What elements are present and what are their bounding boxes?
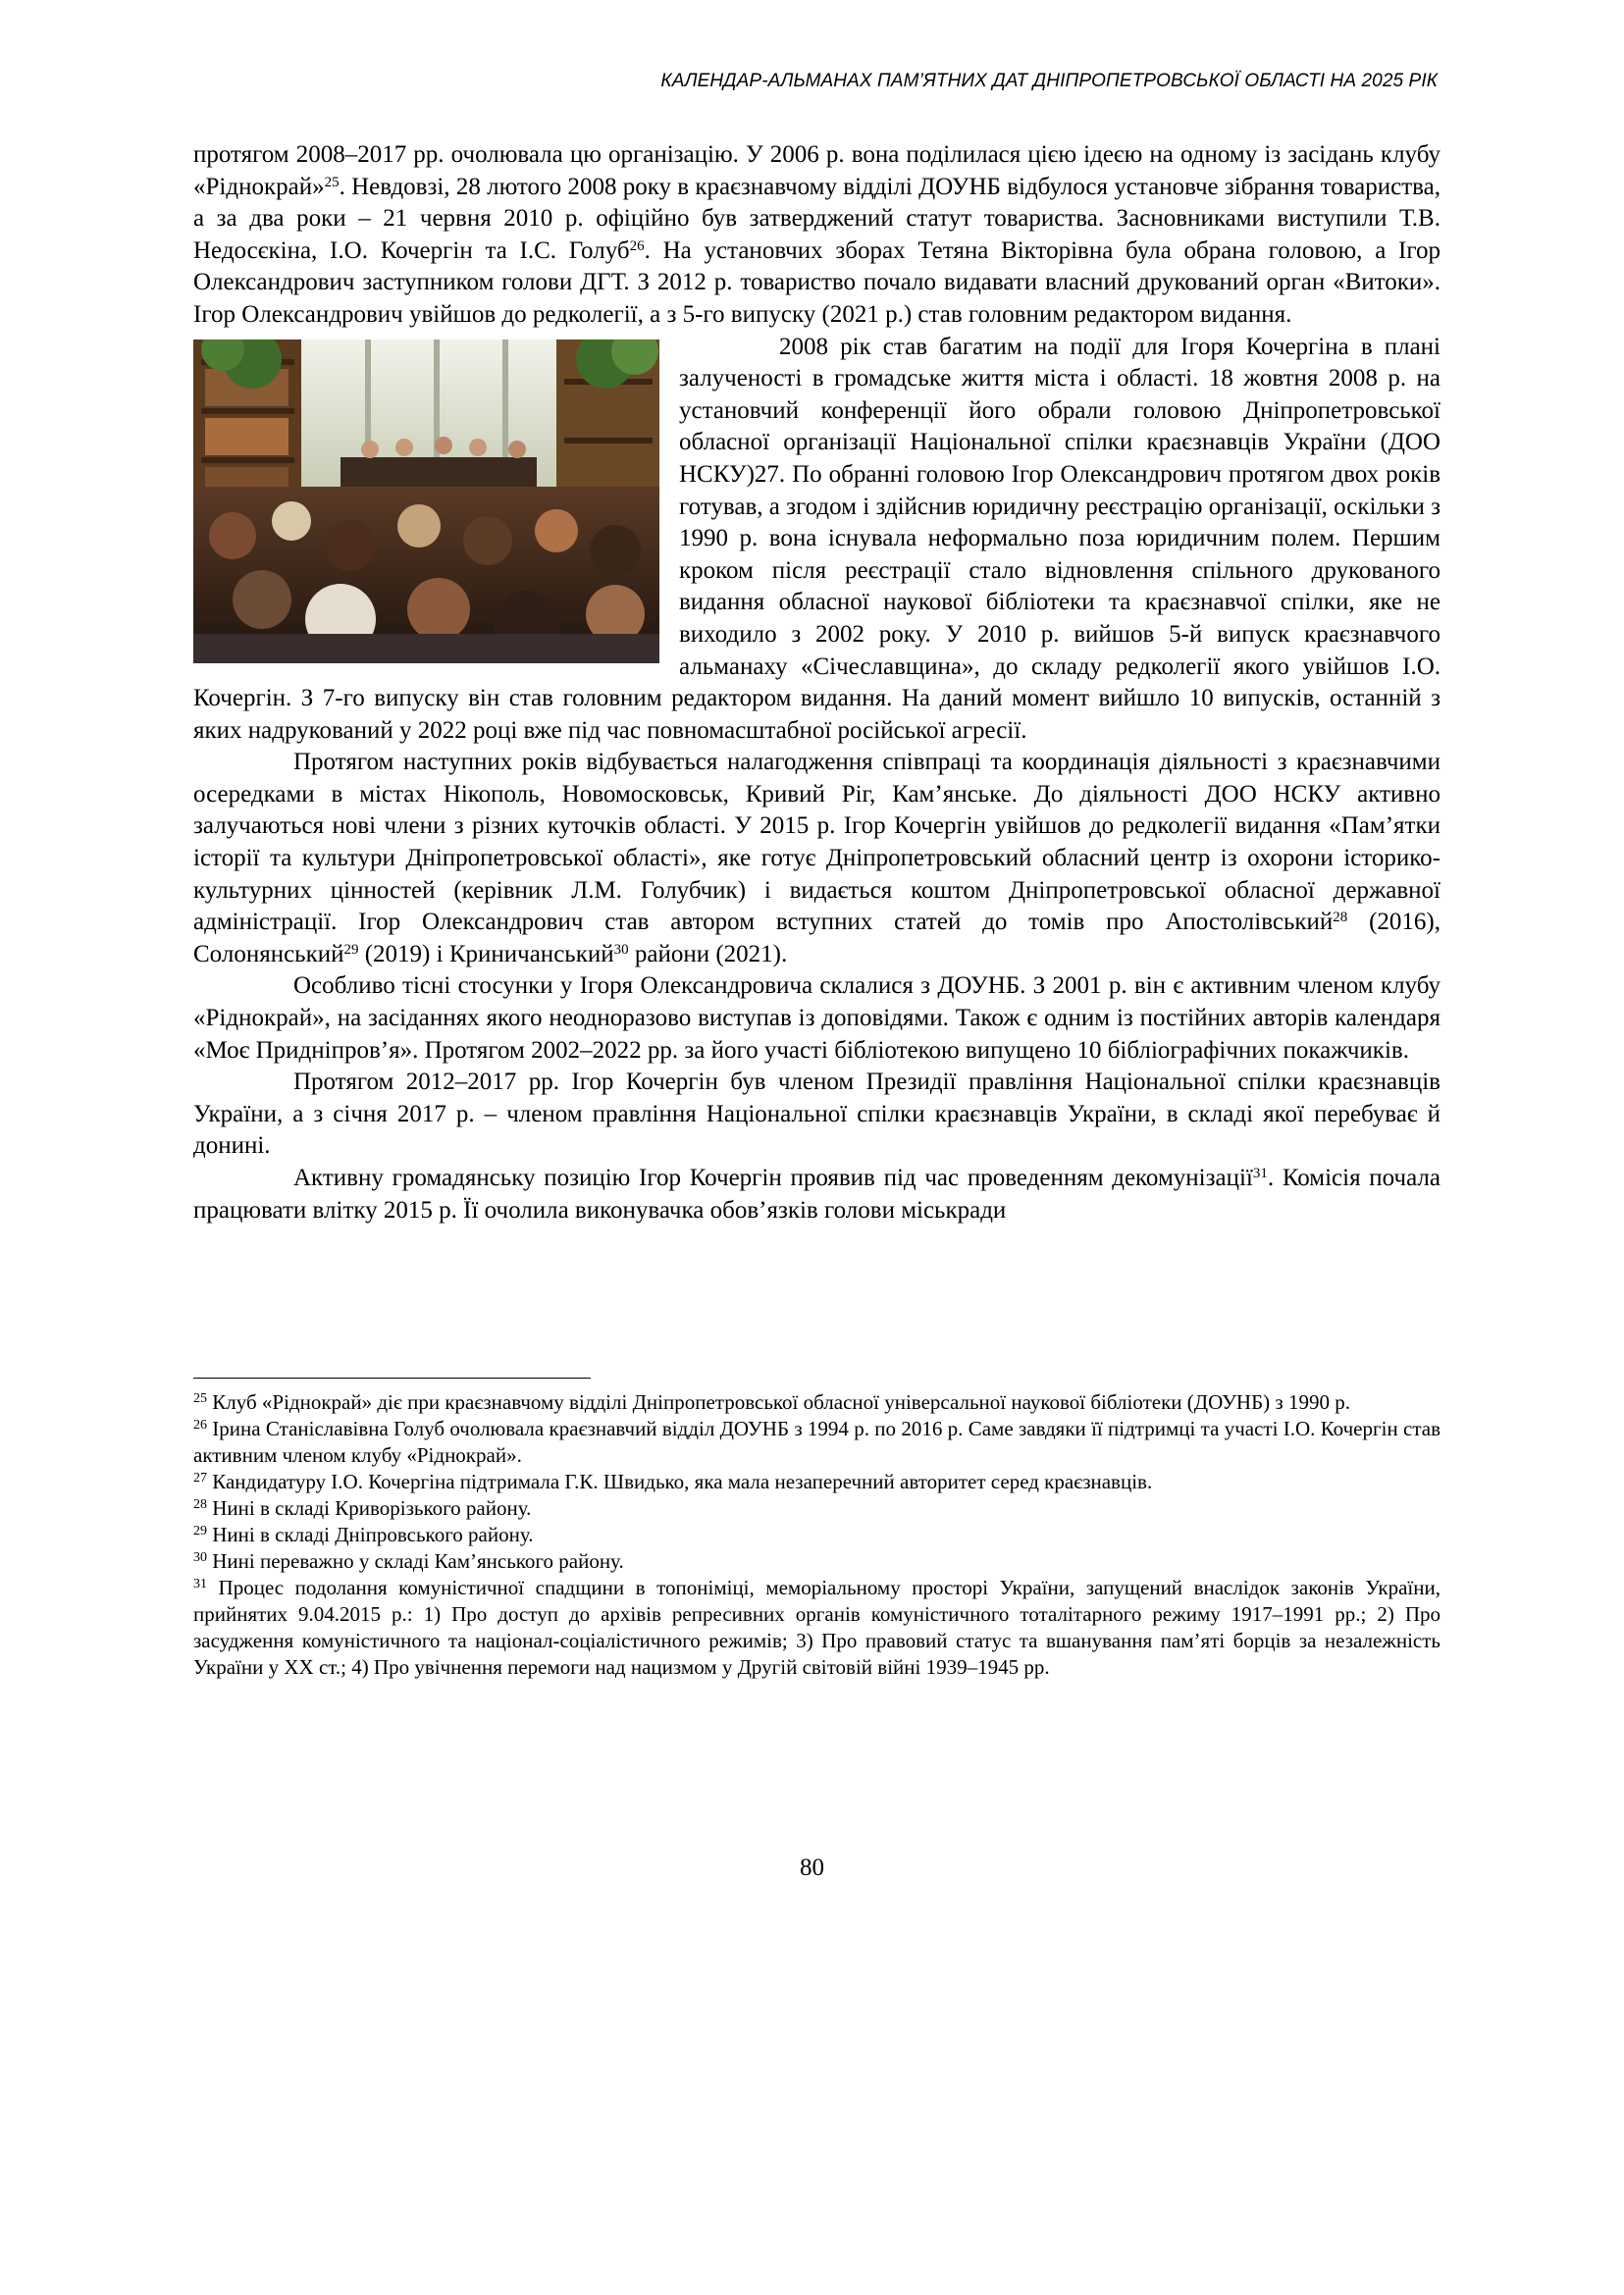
paragraph-2: 2008 рік став багатим на події для Ігоря Кочергіна в плані залученості в громадське життя міста і області. 18 жовтня 2008 р. на установчий конференції його обрали головою Дніпропетровської обласної організації Національної спілки краєзнавців України (ДОО НСКУ)27. По обранні головою Ігор Олександрович протягом двох років готував, а згодом і здійснив юридичну реєстрацію організації, оскільки з 1990 р. вона існувала неформально поза юридичним полем. Першим кроком після реєстрації стало відновлення спільного друкованого видання обласної наукової бібліотеки та краєзнавчої спілки, яке не виходило з 2002 року. У 2010 р. вийшов 5-й випуск краєзнавчого альманаху «Січеславщина», до складу редколегії якого увійшов І.О. Кочергін. З 7-го випуску він став головним редактором видання. На даний момент вийшло 10 випусків, останній з яких надрукований у 2022 році вже під час повномасштабної російської агресії. bbox=[193, 333, 1441, 744]
paragraph-1-part-b: . Невдовзі, 28 лютого 2008 року в краєзнавчому відділі ДОУНБ відбулося установче зібрання товариства, а за два роки – 21 червня 2010 р. офіційно був затверджений статут товариства. Засновниками виступили Т.В. Недосєкіна, І.О. Кочергін та І.С. Голуб bbox=[193, 173, 1441, 264]
footnote-text: Клуб «Ріднокрай» діє при краєзнавчому відділі Дніпропетровської обласної універсальної наукової бібліотеки (ДОУНБ) з 1990 р. bbox=[207, 1390, 1350, 1414]
conference-photo bbox=[193, 339, 659, 663]
paragraph-1-part-a: протягом 2008–2017 рр. очолювала цю організацію. У 2006 р. вона поділилася цією ідеєю на одному із засідань клубу «Ріднокрай» bbox=[193, 141, 1441, 200]
footnote-ref-26[interactable]: 26 bbox=[629, 237, 645, 254]
footnote-number: 28 bbox=[193, 1497, 207, 1512]
footnote-text: Нині переважно у складі Кам’янського району. bbox=[207, 1549, 624, 1573]
footnote-ref-31[interactable]: 31 bbox=[1252, 1166, 1268, 1181]
footnote-number: 30 bbox=[193, 1550, 207, 1565]
footnote-text: Нині в складі Дніпровського району. bbox=[207, 1523, 534, 1546]
paragraph-3-part-b: (2016), Солонянський bbox=[193, 909, 1441, 967]
paragraph-6-part-a: Активну громадянську позицію Ігор Кочергін проявив під час проведенням декомунізації bbox=[293, 1165, 1253, 1191]
paragraph-6 bbox=[193, 1163, 1441, 1226]
page-number: 80 bbox=[800, 1854, 824, 1881]
paragraph-1-part-c: . На установчих зборах Тетяна Вікторівна була обрана головою, а Ігор Олександрович заступником голови ДГТ. З 2012 р. товариство почало видавати власний друкований орган «Витоки». Ігор Олександрович увійшов до редколегії, а з 5-го випуску (2021 р.) став головним редактором видання. bbox=[193, 236, 1441, 328]
footnote-31 bbox=[193, 1575, 1441, 1681]
paragraph-5: Протягом 2012–2017 рр. Ігор Кочергін був членом Президії правління Національної спілки краєзнавців України, а з січня 2017 р. – членом правління Національної спілки краєзнавців України, в складі якої перебуває й донині. bbox=[193, 1069, 1441, 1160]
paragraph-3-part-d: райони (2021). bbox=[628, 940, 788, 967]
footnote-text: Кандидатуру І.О. Кочергіна підтримала Г.К. Швидько, яка мала незаперечний авторитет серед краєзнавців. bbox=[207, 1470, 1153, 1493]
paragraph-6-part-b: . Комісія почала працювати влітку 2015 р. Її очолила виконувачка обов’язків голови міськради bbox=[193, 1165, 1441, 1224]
footnote-text: Нині в складі Криворізького району. bbox=[207, 1496, 532, 1520]
paragraph-3 bbox=[193, 747, 1441, 970]
footnote-27 bbox=[193, 1469, 1441, 1495]
footnote-25 bbox=[193, 1389, 1441, 1416]
footnote-number: 29 bbox=[193, 1524, 207, 1539]
footnotes bbox=[193, 1389, 1441, 1681]
footnote-number: 25 bbox=[193, 1391, 207, 1406]
paragraph-3-part-a: Протягом наступних років відбувається налагодження співпраці та координація діяльності з краєзнавчими осередками в містах Нікополь, Новомосковськ, Кривий Ріг, Кам’янське. До діяльності ДОО НСКУ активно залучаються нові члени з різних куточків області. У 2015 р. Ігор Кочергін увійшов до редколегії видання «Пам’ятки історії та культури Дніпропетровської області», яке готує Дніпропетровський обласний центр із охорони історико-культурних цінностей (керівник Л.М. Голубчик) і видається коштом Дніпропетровської обласної державної адміністрації. Ігор Олександрович став автором вступних статей до томів про Апостолівський bbox=[193, 749, 1441, 936]
footnote-ref-30[interactable]: 30 bbox=[613, 941, 629, 958]
paragraph-4: Особливо тісні стосунки у Ігоря Олександровича склалися з ДОУНБ. З 2001 р. він є активним членом клубу «Ріднокрай», на засіданнях якого неодноразово виступав із доповідями. Також є одним із постійних авторів календаря «Моє Придніпров’я». Протягом 2002–2022 рр. за його участі бібліотекою випущено 10 бібліографічних покажчиків. bbox=[193, 972, 1441, 1064]
footnote-ref-28[interactable]: 28 bbox=[1333, 910, 1348, 926]
footnote-text: Процес подолання комуністичної спадщини в топоніміці, меморіальному просторі України, запущений внаслідок законів України, прийнятих 9.04.2015 р.: 1) Про доступ до архівів репресивних органів комуністичного тоталітарного режиму 1917–1991 рр.; 2) Про засудження комуністичного та націонал-соціалістичного режимів; 3) Про правовий статус та вшанування пам’яті борців за незалежність України у ХХ ст.; 4) Про увічнення перемоги над нацизмом у Другій світовій війні 1939–1945 рр. bbox=[193, 1576, 1441, 1679]
paragraph-3-part-c: (2019) і Криничанський bbox=[358, 940, 614, 967]
footnote-text: Ірина Станіславівна Голуб очолювала краєзнавчий відділ ДОУНБ з 1994 р. по 2016 р. Саме завдяки її підтримці та участі І.О. Кочергін став активним членом клубу «Ріднокрай». bbox=[193, 1417, 1441, 1467]
footnote-number: 26 bbox=[193, 1418, 207, 1433]
paragraph-1 bbox=[193, 139, 1441, 332]
footnote-number: 27 bbox=[193, 1471, 207, 1486]
footnote-26 bbox=[193, 1416, 1441, 1469]
footnote-29 bbox=[193, 1522, 1441, 1548]
footnote-ref-29[interactable]: 29 bbox=[343, 941, 359, 958]
footnote-ref-25[interactable]: 25 bbox=[324, 174, 340, 190]
main-text bbox=[193, 139, 1441, 1226]
footnote-30 bbox=[193, 1548, 1441, 1575]
footnote-separator bbox=[193, 1378, 591, 1379]
footnote-number: 31 bbox=[193, 1577, 207, 1591]
running-header: КАЛЕНДАР-АЛЬМАНАХ ПАМ’ЯТНИХ ДАТ ДНІПРОПЕТРОВСЬКОЇ ОБЛАСТІ НА 2025 РІК bbox=[660, 71, 1438, 91]
footnote-28 bbox=[193, 1495, 1441, 1522]
